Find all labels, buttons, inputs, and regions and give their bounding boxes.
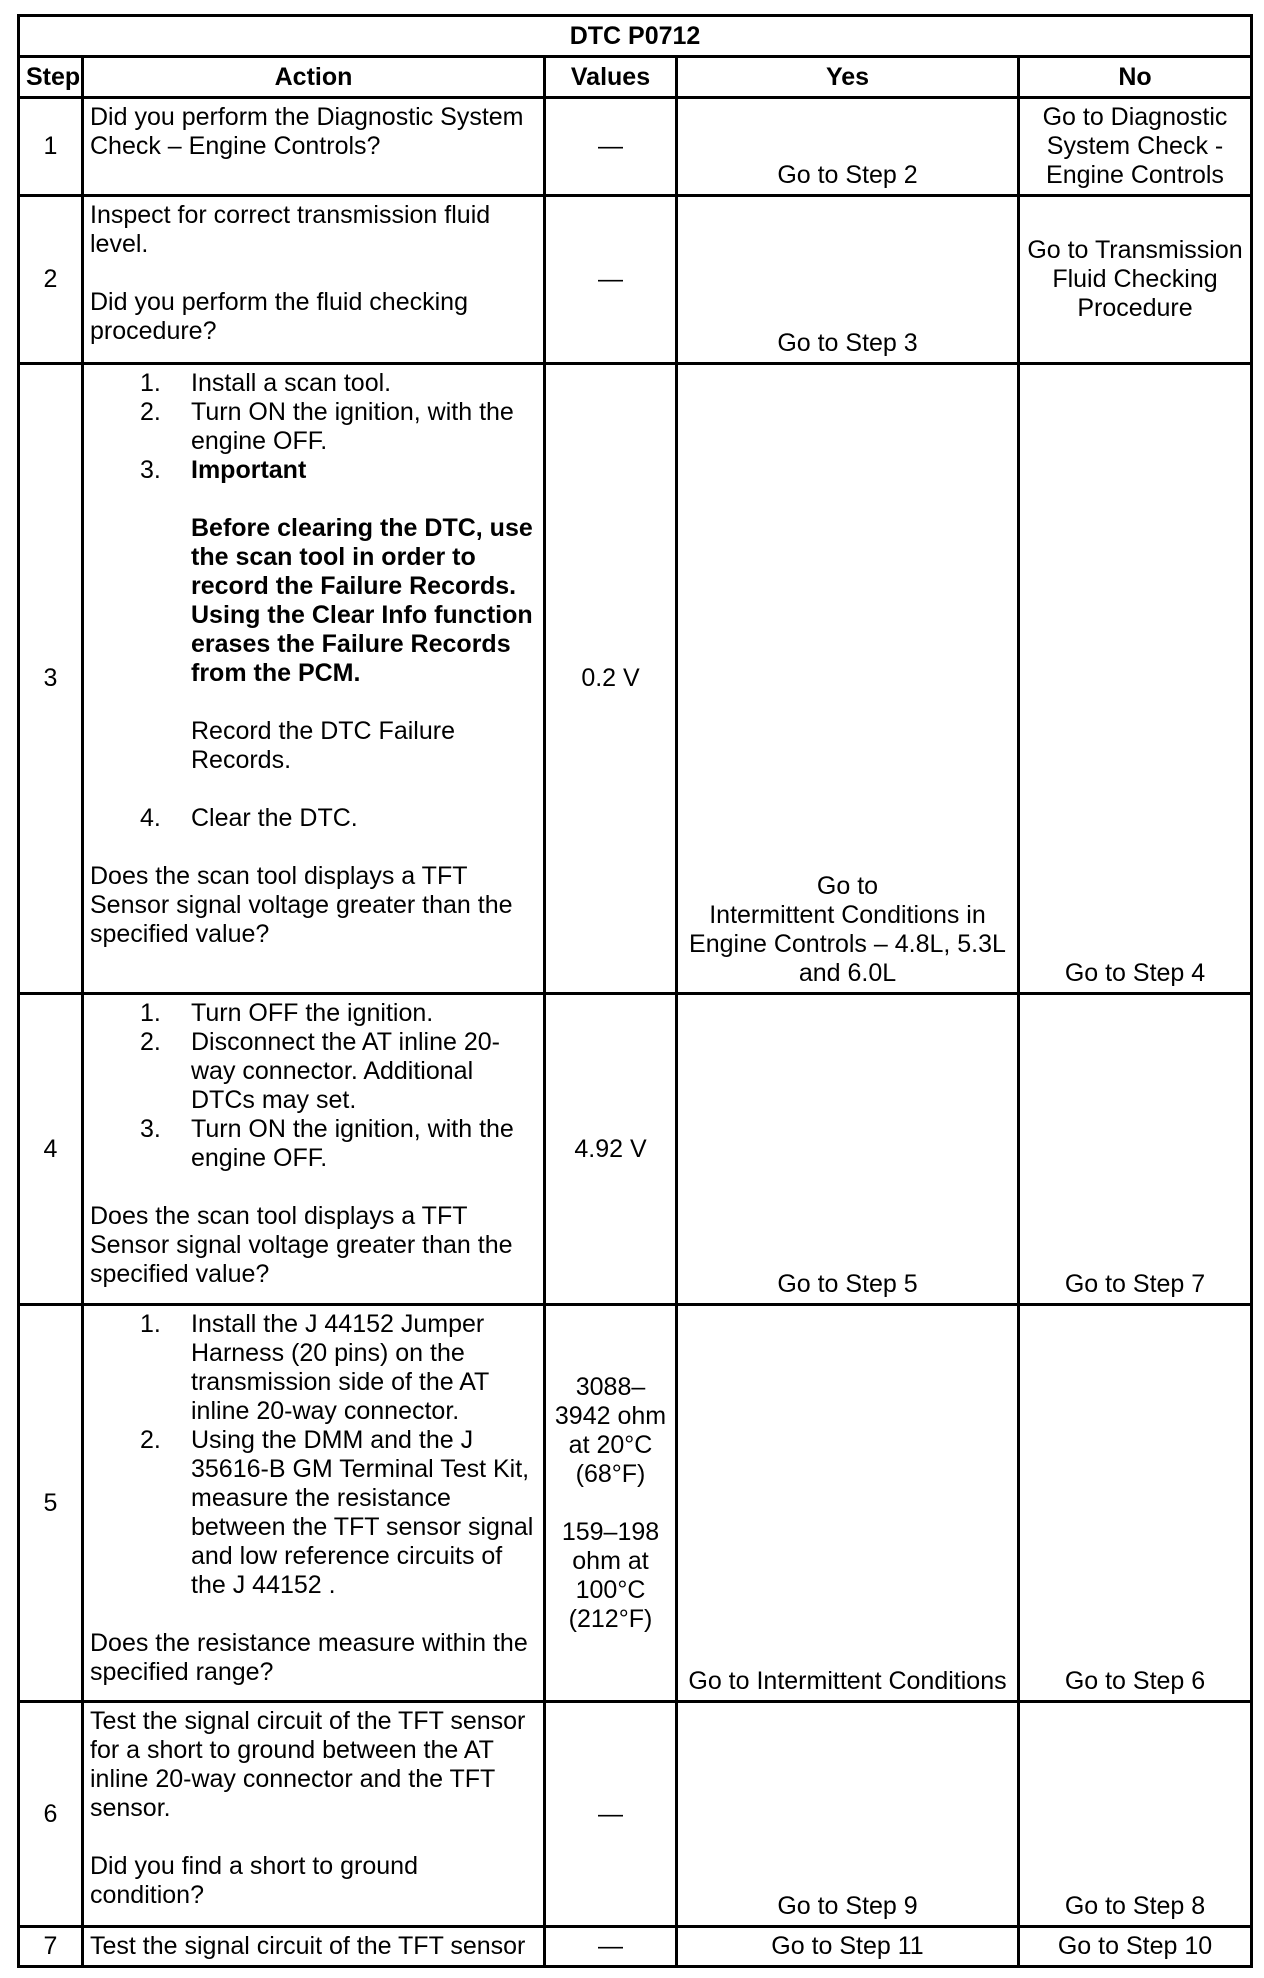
values-cell: —	[545, 1927, 677, 1967]
yes-link[interactable]: Go to Step 11	[677, 1927, 1019, 1967]
no-link[interactable]: Go to Transmission Fluid Checking Procedure	[1019, 196, 1252, 364]
value-range-20c: 3088–3942 ohm at 20°C (68°F)	[554, 1372, 667, 1488]
no-link[interactable]: Go to Step 4	[1019, 364, 1252, 994]
header-values: Values	[545, 57, 677, 98]
action-text: Did you perform the Diagnostic System Check – Engine Controls?	[83, 98, 545, 196]
yes-link-target[interactable]: Intermittent Conditions in Engine Controls – 4.8L, 5.3L and 6.0L	[689, 901, 1006, 987]
action-text: Inspect for correct transmission fluid level.	[90, 201, 491, 258]
table-row	[19, 196, 1252, 364]
step-number: 5	[19, 1305, 83, 1702]
table-title: DTC P0712	[19, 16, 1252, 57]
values-cell: —	[545, 98, 677, 196]
no-link[interactable]: Go to Diagnostic System Check - Engine Controls	[1019, 98, 1252, 196]
header-no: No	[1019, 57, 1252, 98]
action-question: Does the scan tool displays a TFT Sensor signal voltage greater than the specified value?	[90, 862, 513, 948]
list-item: 4. Clear the DTC.	[140, 804, 358, 832]
list-item: 1. Install a scan tool.	[140, 369, 392, 397]
list-item: 2. Using the DMM and the J 35616-B GM Terminal Test Kit, measure the resistance between the TFT sensor signal and low reference circuits of the J 44152 .	[140, 1426, 534, 1599]
step-number: 7	[19, 1927, 83, 1967]
values-cell: —	[545, 1702, 677, 1927]
no-link[interactable]: Go to Step 6	[1019, 1305, 1252, 1702]
table-row	[19, 1305, 1252, 1702]
important-note: Before clearing the DTC, use the scan tool in order to record the Failure Records. Using the Clear Info function erases the Failure Records from the PCM.	[191, 514, 533, 687]
header-yes: Yes	[677, 57, 1019, 98]
yes-link[interactable]: Go to Step 5	[677, 994, 1019, 1305]
values-cell	[545, 1305, 677, 1702]
yes-link[interactable]: Go to Step 3	[677, 196, 1019, 364]
action-question: Does the scan tool displays a TFT Sensor signal voltage greater than the specified value?	[90, 1202, 513, 1288]
yes-link[interactable]: Go to Step 9	[677, 1702, 1019, 1927]
values-cell: —	[545, 196, 677, 364]
action-steps	[90, 999, 537, 1173]
table-row	[19, 1702, 1252, 1927]
no-link[interactable]: Go to Step 10	[1019, 1927, 1252, 1967]
step-number: 1	[19, 98, 83, 196]
header-step: Step	[19, 57, 83, 98]
yes-link[interactable]: Go to Intermittent Conditions	[677, 1305, 1019, 1702]
yes-link[interactable]: Go to Step 2	[677, 98, 1019, 196]
list-item: 1. Turn OFF the ignition.	[140, 999, 434, 1027]
action-cell	[83, 994, 545, 1305]
step-number: 6	[19, 1702, 83, 1927]
table-row	[19, 994, 1252, 1305]
action-text: Test the signal circuit of the TFT sensor for a short to ground between the AT inline 20-way connector and the TFT sensor.	[90, 1707, 526, 1822]
header-action: Action	[83, 57, 545, 98]
no-link[interactable]: Go to Step 7	[1019, 994, 1252, 1305]
yes-link[interactable]	[677, 364, 1019, 994]
yes-link-prefix: Go to	[816, 872, 879, 900]
step-number: 2	[19, 196, 83, 364]
list-item: 3. Important Before clearing the DTC, use the scan tool in order to record the Failure Records. Using the Clear Info function erases the Failure Records from the PCM. Record the DTC Failure Records.	[90, 456, 537, 804]
dtc-table	[17, 14, 1253, 1968]
table-row	[19, 1927, 1252, 1967]
no-link[interactable]: Go to Step 8	[1019, 1702, 1252, 1927]
list-item: 3. Turn ON the ignition, with the engine OFF.	[140, 1115, 514, 1172]
step-number: 4	[19, 994, 83, 1305]
action-cell	[83, 364, 545, 994]
table-row	[19, 364, 1252, 994]
list-item: 2. Disconnect the AT inline 20-way connector. Additional DTCs may set.	[140, 1028, 500, 1114]
values-cell: 4.92 V	[545, 994, 677, 1305]
action-question: Does the resistance measure within the specified range?	[90, 1629, 528, 1686]
action-question: Did you find a short to ground condition?	[90, 1852, 418, 1909]
action-question: Did you perform the fluid checking procedure?	[90, 288, 468, 345]
dtc-table-container	[17, 14, 1250, 1968]
value-range-100c: 159–198 ohm at 100°C (212°F)	[561, 1517, 660, 1633]
header-row	[19, 57, 1252, 98]
action-cell	[83, 1305, 545, 1702]
action-cell	[83, 1702, 545, 1927]
action-steps	[90, 1310, 537, 1600]
action-cell	[83, 196, 545, 364]
values-cell: 0.2 V	[545, 364, 677, 994]
table-row	[19, 98, 1252, 196]
list-item: 2. Turn ON the ignition, with the engine OFF.	[140, 398, 514, 455]
list-item: 1. Install the J 44152 Jumper Harness (20 pins) on the transmission side of the AT inline 20-way connector.	[140, 1310, 489, 1425]
action-steps	[90, 369, 537, 833]
step-number: 3	[19, 364, 83, 994]
record-note: Record the DTC Failure Records.	[191, 717, 455, 774]
action-text: Test the signal circuit of the TFT sensor	[83, 1927, 545, 1967]
